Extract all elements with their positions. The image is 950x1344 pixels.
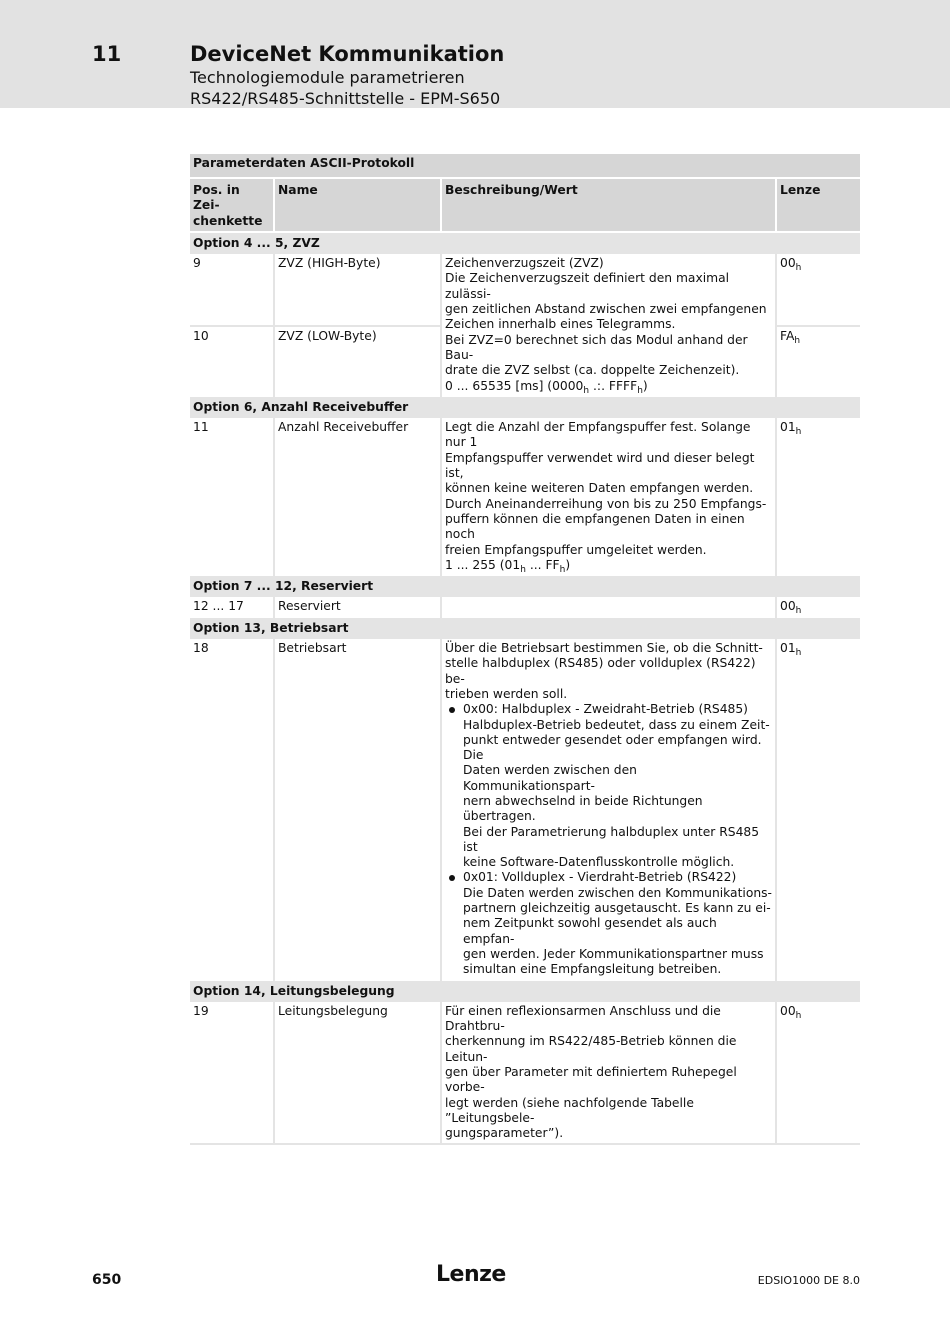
list-item: 0x01: Vollduplex - Vierdraht-Betrieb (RS422) Die Daten werden zwischen den Kommunikations- partnern gleichzeitig ausgetauscht. Es kann zu ei- nem Zeitpunkt sowohl gesendet als auch empfan- gen werden. Jeder Kommunikationspartner muss simultan eine Empfangsleitung betreiben. — [445, 870, 772, 977]
table-caption: Parameterdaten ASCII-Protokoll — [190, 154, 860, 178]
table-row — [190, 253, 860, 326]
row-pos: 19 — [190, 1001, 274, 1144]
chapter-number: 11 — [92, 42, 122, 66]
chapter-title: DeviceNet Kommunikation — [190, 42, 505, 66]
table-row — [190, 417, 860, 575]
desc-line: gungsparameter”). — [445, 1126, 564, 1141]
desc-line: Die Zeichenverzugszeit definiert den maximal zulässi- — [445, 271, 730, 301]
section-title: Option 14, Leitungsbelegung — [190, 980, 860, 1001]
row-pos: 12 ... 17 — [190, 596, 274, 616]
section-row — [190, 980, 860, 1001]
row-lenze-default: $01_h$ — [776, 417, 860, 575]
row-name: Betriebsart — [274, 638, 441, 980]
row-pos: 9 — [190, 253, 274, 326]
desc-line: Durch Aneinanderreihung von bis zu 250 Empfangs- — [445, 496, 767, 511]
desc-line: legt werden (siehe nachfolgende Tabelle ”Leitungsbele- — [445, 1095, 694, 1125]
row-lenze-default: $00_h$ — [776, 596, 860, 616]
section-row — [190, 617, 860, 638]
bullet-list — [445, 702, 772, 977]
desc-line: Zeichen innerhalb eines Telegramms. — [445, 317, 676, 332]
row-lenze-default: $FA_h$ — [776, 326, 860, 396]
row-name: Reserviert — [274, 596, 441, 616]
parameter-table — [190, 154, 860, 1145]
section-row — [190, 232, 860, 253]
section-title: Option 13, Betriebsart — [190, 617, 860, 638]
row-description — [441, 1001, 776, 1144]
desc-line: Für einen reflexionsarmen Anschluss und die Drahtbru- — [445, 1003, 721, 1034]
table-row — [190, 638, 860, 980]
table-row — [190, 1001, 860, 1144]
section-row — [190, 396, 860, 417]
row-description — [441, 638, 776, 980]
row-name: Anzahl Receivebuffer — [274, 417, 441, 575]
section-title: Option 6, Anzahl Receivebuffer — [190, 396, 860, 417]
column-header-pos: Pos. in Zei- chenkette — [190, 178, 274, 232]
desc-line: stelle halbduplex (RS485) oder vollduplex (RS422) be- — [445, 656, 756, 686]
section-subtitle: Technologiemodule parametrieren — [190, 68, 465, 87]
column-header-lenze: Lenze — [776, 178, 860, 232]
bullet-icon — [449, 707, 455, 713]
subsection-subtitle: RS422/RS485-Schnittstelle - EPM-S650 — [190, 89, 501, 108]
bullet-icon — [449, 875, 455, 881]
section-title: Option 4 ... 5, ZVZ — [190, 232, 860, 253]
row-description — [441, 253, 776, 396]
row-description — [441, 417, 776, 575]
desc-line: Empfangspuffer verwendet wird und dieser belegt ist, — [445, 450, 755, 481]
page-header — [0, 0, 950, 108]
value-range: 0 ... 65535 [ms] ($0000_h$ .:. $FFFF_h$) — [445, 378, 648, 396]
column-header-name: Name — [274, 178, 441, 232]
row-name: ZVZ (LOW-Byte) — [274, 326, 441, 396]
desc-line: Über die Betriebsart bestimmen Sie, ob die Schnitt- — [445, 641, 763, 656]
row-name: ZVZ (HIGH-Byte) — [274, 253, 441, 326]
desc-line: cherkennung im RS422/485-Betrieb können die Leitun- — [445, 1034, 737, 1064]
value-range: 1 ... 255 ($01_h$ ... $FF_h$) — [445, 557, 571, 575]
desc-line: Zeichenverzugszeit (ZVZ) — [445, 256, 604, 271]
row-lenze-default: $00_h$ — [776, 1001, 860, 1144]
row-pos: 10 — [190, 326, 274, 396]
desc-line: Legt die Anzahl der Empfangspuffer fest. Solange nur 1 — [445, 420, 751, 450]
column-header-description: Beschreibung/Wert — [441, 178, 776, 232]
desc-line: drate die ZVZ selbst (ca. doppelte Zeichenzeit). — [445, 363, 740, 378]
desc-line: Bei ZVZ=0 berechnet sich das Modul anhand der Bau- — [445, 332, 748, 362]
desc-line: trieben werden soll. — [445, 686, 568, 701]
list-item: 0x00: Halbduplex - Zweidraht-Betrieb (RS485) Halbduplex-Betrieb bedeutet, dass zu einem Zeit- punkt entweder gesendet oder empfangen wird. Die Daten werden zwischen den Kommunikationspart- nern abwechselnd in beide Richtungen übertragen. Bei der Parametrierung halbduplex unter RS485 ist keine Software-Datenflusskontrolle möglich. — [445, 702, 772, 870]
row-pos: 11 — [190, 417, 274, 575]
row-lenze-default: $01_h$ — [776, 638, 860, 980]
desc-line: puffern können die empfangenen Daten in einen noch — [445, 511, 745, 542]
document-id: EDSIO1000 DE 8.0 — [757, 1274, 860, 1287]
desc-line: gen zeitlichen Abstand zwischen zwei empfangenen — [445, 302, 767, 317]
row-name: Leitungsbelegung — [274, 1001, 441, 1144]
column-header-row — [190, 178, 860, 232]
desc-line: gen über Parameter mit definiertem Ruhepegel vorbe- — [445, 1065, 737, 1095]
page-number: 650 — [92, 1272, 122, 1288]
desc-line: können keine weiteren Daten empfangen werden. — [445, 481, 754, 496]
row-pos: 18 — [190, 638, 274, 980]
lenze-logo: Lenze — [436, 1262, 506, 1287]
section-title: Option 7 ... 12, Reserviert — [190, 575, 860, 596]
table-caption-row — [190, 154, 860, 178]
desc-line: freien Empfangspuffer umgeleitet werden. — [445, 542, 707, 557]
section-row — [190, 575, 860, 596]
table-row — [190, 596, 860, 616]
row-lenze-default: $00_h$ — [776, 253, 860, 326]
row-description — [441, 596, 776, 616]
